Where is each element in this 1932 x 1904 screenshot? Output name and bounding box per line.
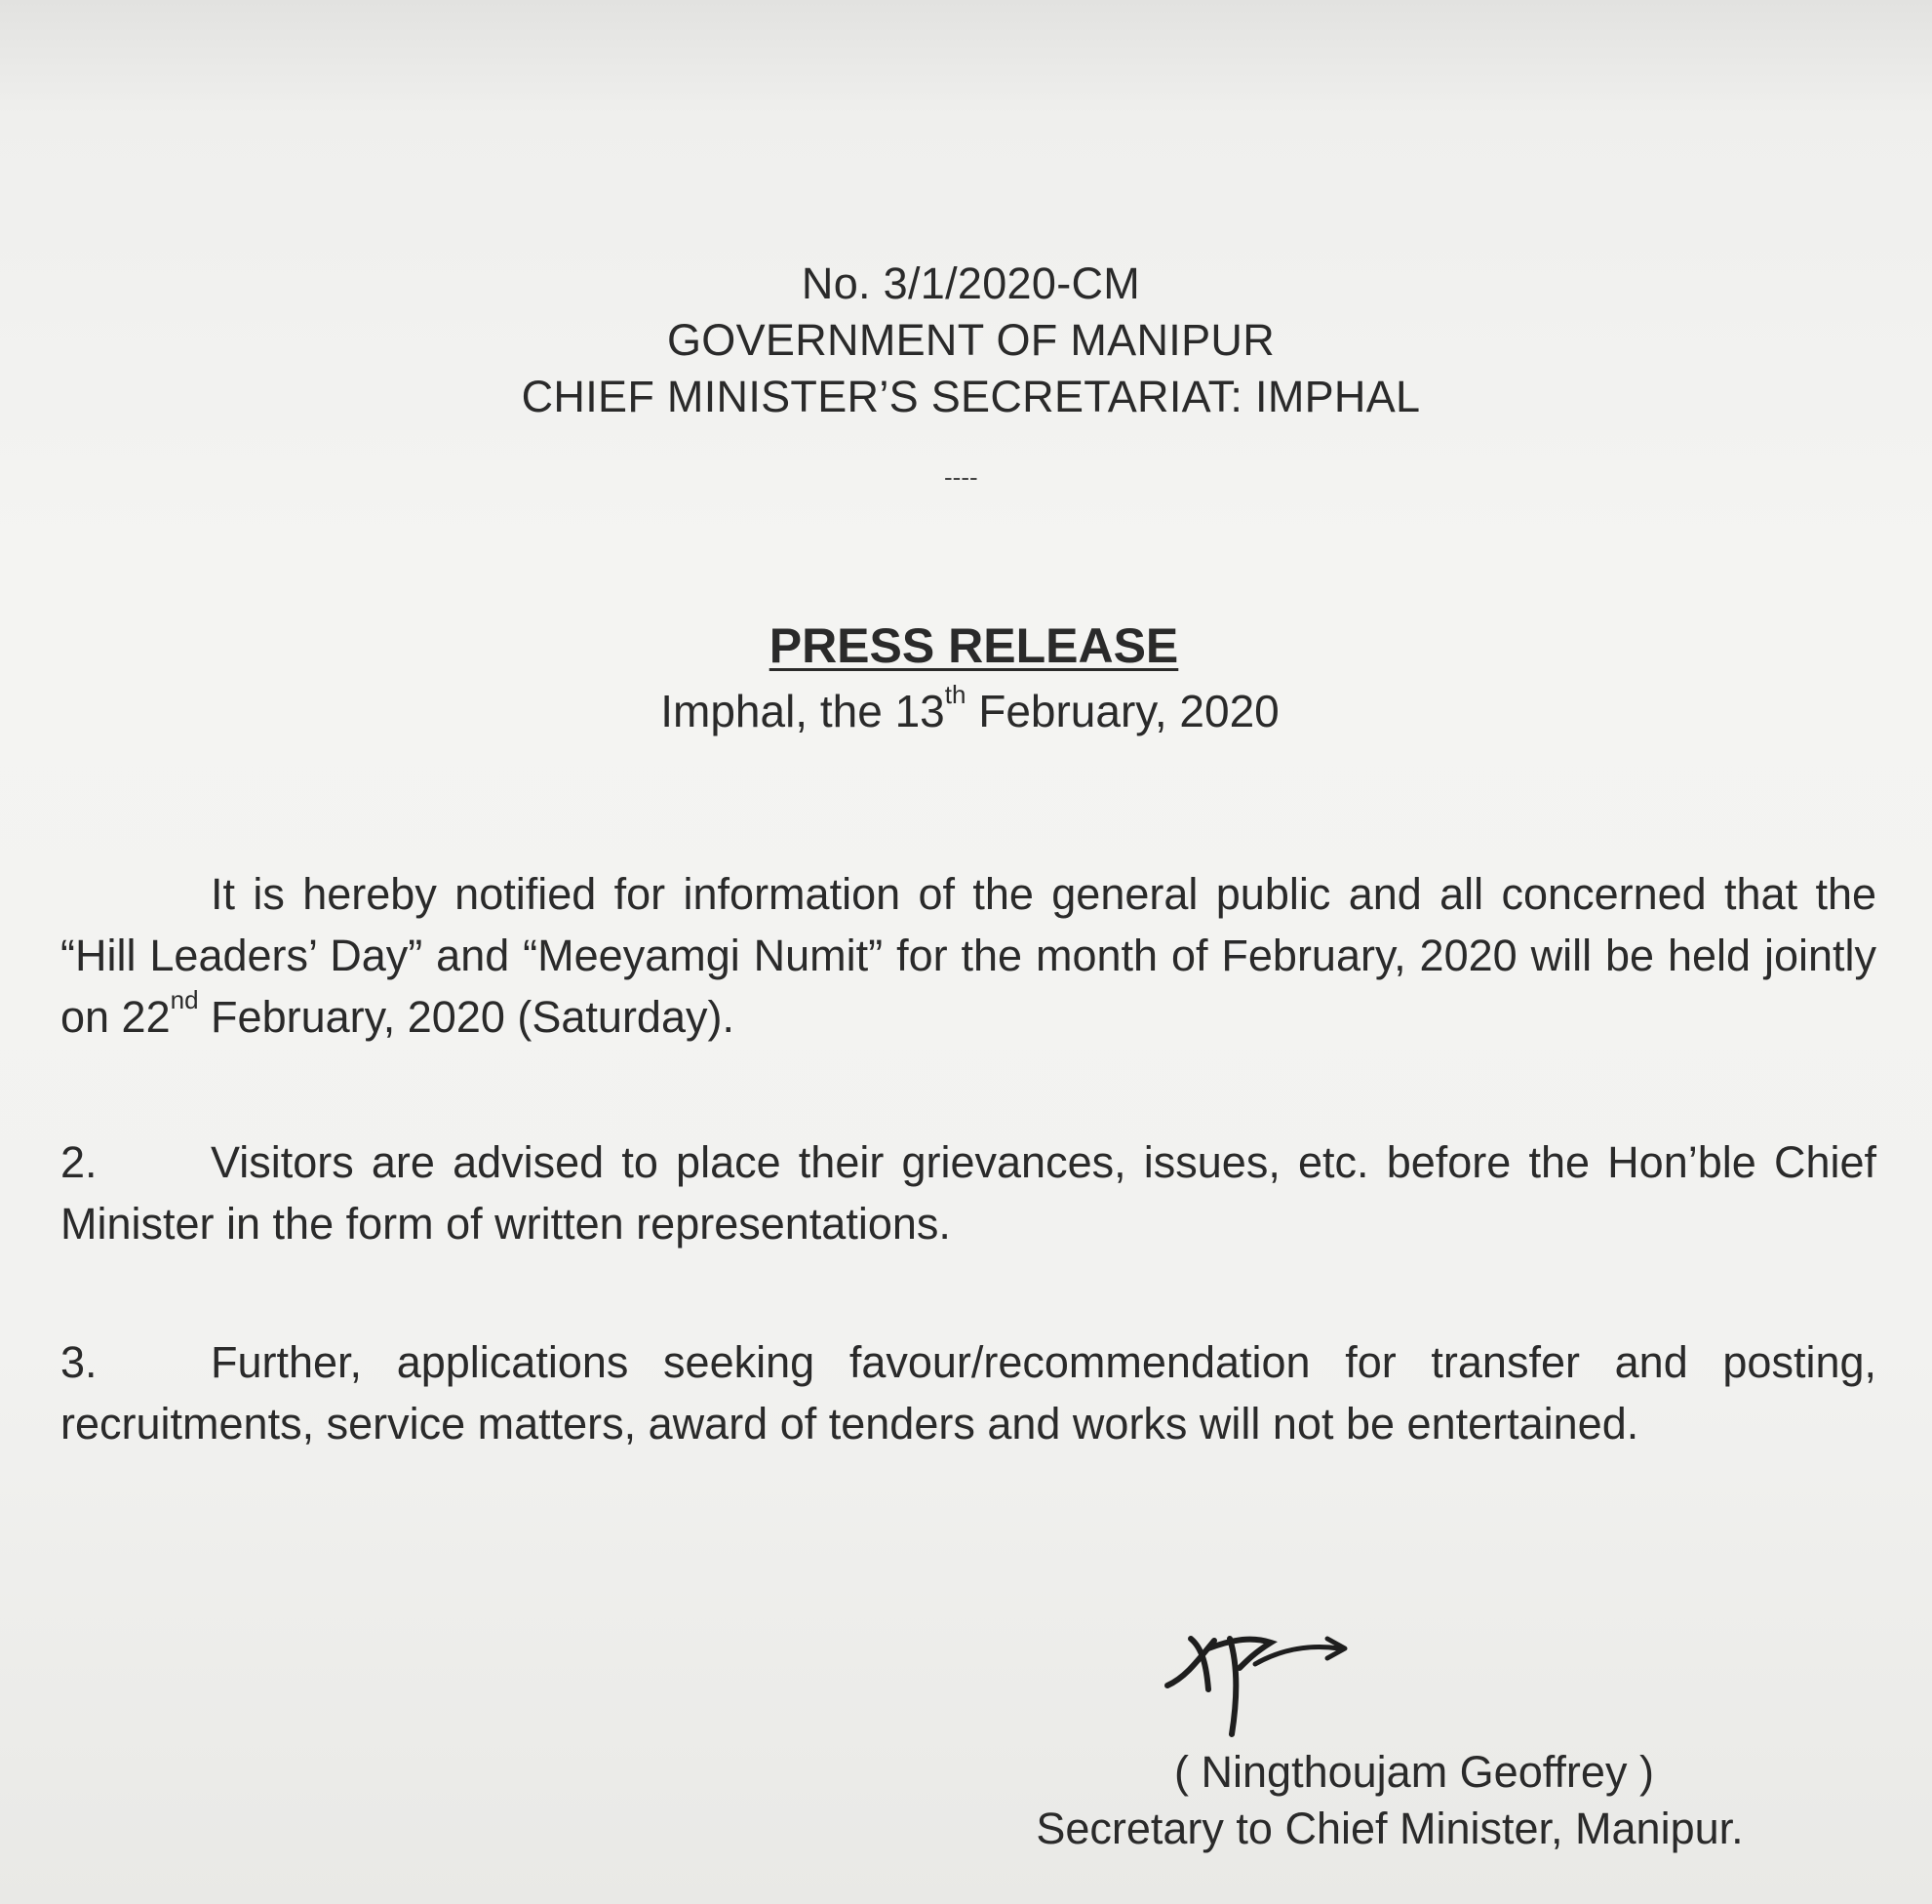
release-date-prefix: Imphal, the 13	[660, 686, 945, 736]
signatory-block	[897, 1744, 1873, 1857]
office-name: CHIEF MINISTER’S SECRETARIAT: IMPHAL	[521, 372, 1421, 421]
handwritten-signature	[1146, 1619, 1400, 1746]
release-date	[0, 680, 1932, 737]
paragraph-1	[60, 863, 1876, 1048]
press-release-title: PRESS RELEASE	[769, 618, 1179, 673]
paragraph-1-text-b: February, 2020 (Saturday).	[198, 992, 734, 1042]
release-date-ordinal: th	[944, 680, 966, 709]
letterhead	[0, 256, 1932, 425]
paragraph-3	[60, 1331, 1876, 1454]
government-name: GOVERNMENT OF MANIPUR	[666, 315, 1275, 365]
paragraph-1-ordinal: nd	[170, 985, 199, 1014]
paragraph-3-number: 3.	[60, 1337, 98, 1387]
paragraph-3-text: Further, applications seeking favour/recommendation for transfer and posting, recruitments, service matters, award of tenders and works will not be entertained.	[60, 1337, 1876, 1448]
release-date-rest: February, 2020	[966, 686, 1280, 736]
reference-number: No. 3/1/2020-CM	[801, 258, 1141, 308]
paragraph-2	[60, 1131, 1876, 1254]
signatory-name: ( Ningthoujam Geoffrey )	[1174, 1747, 1654, 1797]
paragraph-2-text: Visitors are advised to place their grievances, issues, etc. before the Hon’ble Chief Minister in the form of written representations.	[60, 1137, 1876, 1249]
paragraph-2-number: 2.	[60, 1137, 98, 1187]
signatory-designation: Secretary to Chief Minister, Manipur.	[1036, 1804, 1744, 1853]
header-separator: ----	[944, 462, 978, 492]
paragraph-1-text-a: It is hereby notified for information of the general public and all concerned that the “Hill Leaders’ Day” and “Meeyamgi Numit” for the month of February, 2020 will be held jointly on 22	[60, 869, 1876, 1042]
